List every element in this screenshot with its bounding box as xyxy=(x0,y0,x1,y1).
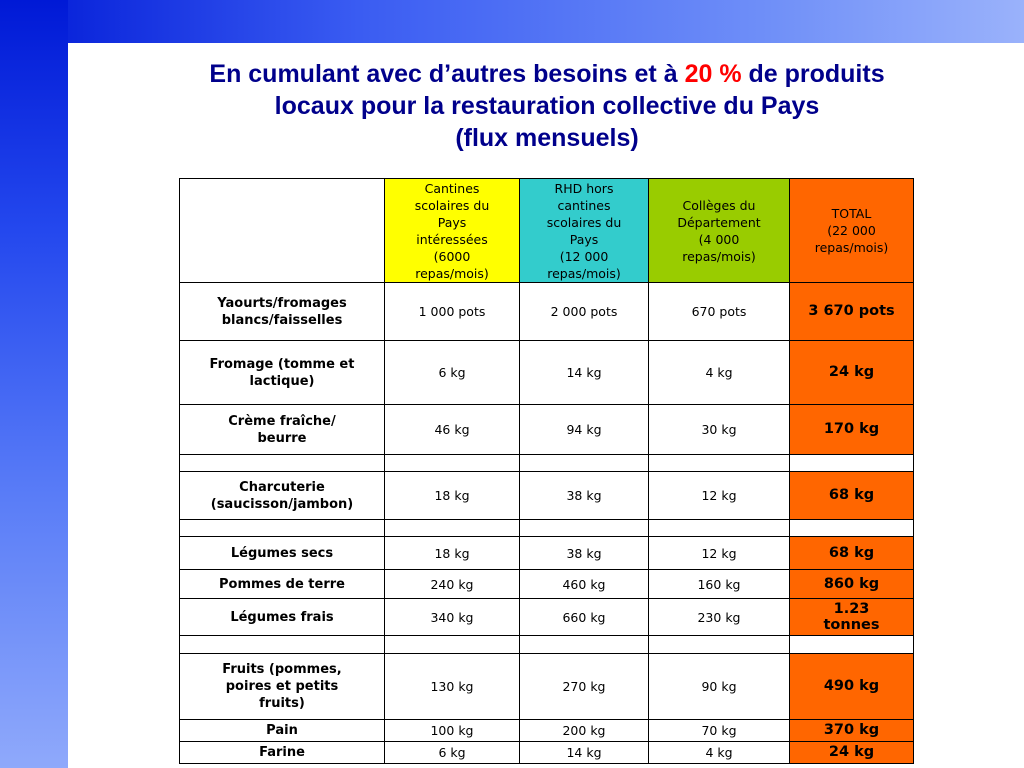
header-text-line: (22 000 xyxy=(827,223,876,238)
total-value: 68 kg xyxy=(828,487,875,503)
rhd-value: 2 000 pots xyxy=(520,283,649,341)
header-colleges xyxy=(649,179,790,283)
rhd-value: 94 kg xyxy=(520,405,649,455)
table-row xyxy=(180,570,914,599)
table-row xyxy=(180,720,914,742)
spacer-row xyxy=(180,455,914,472)
rhd-value: 14 kg xyxy=(520,742,649,764)
header-text-line: Département xyxy=(677,214,761,230)
spacer-cell xyxy=(385,520,520,537)
header-text-line: (6000 xyxy=(433,248,471,264)
rhd-value: 200 kg xyxy=(520,720,649,742)
total-value: 170 kg xyxy=(823,421,880,437)
rhd-value: 270 kg xyxy=(520,654,649,720)
total-value: 370 kg xyxy=(823,722,880,738)
header-text-line: Pays xyxy=(437,214,467,230)
table-row xyxy=(180,537,914,570)
total-value-cell xyxy=(790,599,914,636)
title-line-1-end: de produits xyxy=(741,60,885,88)
left-decorative-bar xyxy=(0,0,68,768)
title-highlight-percent: 20 % xyxy=(684,60,742,88)
header-text-line: (12 000 xyxy=(559,248,609,264)
quantities-table xyxy=(179,178,914,764)
total-value: 860 kg xyxy=(823,575,880,592)
total-value-cell xyxy=(790,472,914,520)
total-value: tonnes xyxy=(823,617,880,633)
table-header-row xyxy=(180,179,914,283)
colleges-value: 12 kg xyxy=(649,537,790,570)
spacer-cell xyxy=(385,636,520,654)
total-value-cell xyxy=(790,341,914,405)
header-text-line: RHD hors xyxy=(554,180,614,196)
product-label: Pommes de terre xyxy=(219,576,345,592)
top-decorative-bar xyxy=(0,0,1024,43)
table-row xyxy=(180,472,914,520)
colleges-value: 160 kg xyxy=(649,570,790,599)
product-label-cell xyxy=(180,742,385,764)
header-text-line: cantines xyxy=(557,197,611,213)
product-label-cell xyxy=(180,341,385,405)
product-label: beurre xyxy=(257,430,307,446)
title-line-1-start: En cumulant avec d’autres besoins et à xyxy=(209,60,685,88)
colleges-value: 30 kg xyxy=(649,405,790,455)
header-text-line: Cantines xyxy=(424,180,480,196)
header-text-line: Pays xyxy=(569,231,599,247)
total-value: 3 670 pots xyxy=(808,303,895,319)
rhd-value: 460 kg xyxy=(520,570,649,599)
header-text-line: repas/mois) xyxy=(814,240,889,255)
header-text-line: Collèges du xyxy=(682,197,756,213)
product-label-cell xyxy=(180,570,385,599)
product-label: Yaourts/fromages xyxy=(217,295,347,311)
spacer-cell xyxy=(180,520,385,537)
product-label: Fruits (pommes, xyxy=(222,662,342,677)
table-row xyxy=(180,742,914,764)
colleges-value: 12 kg xyxy=(649,472,790,520)
product-label-cell xyxy=(180,283,385,341)
spacer-cell xyxy=(180,455,385,472)
spacer-cell xyxy=(180,636,385,654)
title-line-2: locaux pour la restauration collective du Pays xyxy=(274,92,820,120)
product-label: lactique) xyxy=(249,373,315,389)
product-label-cell xyxy=(180,405,385,455)
product-label-cell xyxy=(180,472,385,520)
spacer-cell xyxy=(649,520,790,537)
header-text-line: intéressées xyxy=(416,231,488,247)
product-label: (saucisson/jambon) xyxy=(210,496,354,512)
header-text-line: TOTAL xyxy=(831,206,872,221)
product-label: poires et petits xyxy=(225,679,339,694)
header-empty-cell xyxy=(180,179,385,283)
header-total xyxy=(790,179,914,283)
spacer-cell xyxy=(649,636,790,654)
table-row xyxy=(180,654,914,720)
product-label: Farine xyxy=(259,745,305,760)
total-value-cell xyxy=(790,570,914,599)
total-value-cell xyxy=(790,537,914,570)
total-value-cell xyxy=(790,283,914,341)
cantines-value: 240 kg xyxy=(385,570,520,599)
total-value: 490 kg xyxy=(823,678,880,694)
total-value-cell xyxy=(790,654,914,720)
colleges-value: 90 kg xyxy=(649,654,790,720)
table-row xyxy=(180,341,914,405)
cantines-value: 6 kg xyxy=(385,341,520,405)
title-line-3: (flux mensuels) xyxy=(455,124,639,152)
cantines-value: 130 kg xyxy=(385,654,520,720)
spacer-cell xyxy=(649,455,790,472)
rhd-value: 38 kg xyxy=(520,537,649,570)
product-label-cell xyxy=(180,599,385,636)
spacer-cell xyxy=(790,455,914,472)
header-text-line: (4 000 xyxy=(698,231,740,247)
colleges-value: 4 kg xyxy=(649,742,790,764)
cantines-value: 18 kg xyxy=(385,537,520,570)
total-value: 24 kg xyxy=(828,364,875,380)
total-value: 68 kg xyxy=(828,544,875,561)
product-label: Légumes secs xyxy=(230,545,334,561)
colleges-value: 670 pots xyxy=(649,283,790,341)
total-value-cell xyxy=(790,742,914,764)
spacer-cell xyxy=(385,455,520,472)
product-label-cell xyxy=(180,654,385,720)
spacer-row xyxy=(180,520,914,537)
title-line-1 xyxy=(92,58,1002,90)
rhd-value: 14 kg xyxy=(520,341,649,405)
product-label: Crème fraîche/ xyxy=(228,413,336,429)
header-text-line: repas/mois) xyxy=(415,265,489,281)
spacer-cell xyxy=(520,520,649,537)
colleges-value: 4 kg xyxy=(649,341,790,405)
cantines-value: 1 000 pots xyxy=(385,283,520,341)
cantines-value: 6 kg xyxy=(385,742,520,764)
colleges-value: 230 kg xyxy=(649,599,790,636)
cantines-value: 18 kg xyxy=(385,472,520,520)
header-text-line: repas/mois) xyxy=(547,265,621,281)
spacer-cell xyxy=(520,455,649,472)
header-cantines xyxy=(385,179,520,283)
product-label: Charcuterie xyxy=(239,479,325,495)
table-row xyxy=(180,599,914,636)
total-value: 24 kg xyxy=(828,744,875,760)
total-value-cell xyxy=(790,720,914,742)
cantines-value: 340 kg xyxy=(385,599,520,636)
header-text-line: scolaires du xyxy=(546,214,622,230)
spacer-cell xyxy=(790,636,914,654)
product-label: Légumes frais xyxy=(230,609,334,625)
product-label: fruits) xyxy=(259,696,305,711)
slide-title xyxy=(92,58,1002,154)
colleges-value: 70 kg xyxy=(649,720,790,742)
product-label-cell xyxy=(180,720,385,742)
header-rhd xyxy=(520,179,649,283)
total-value: 1.23 xyxy=(833,601,870,617)
total-value-cell xyxy=(790,405,914,455)
product-label: Fromage (tomme et xyxy=(209,356,355,372)
product-label-cell xyxy=(180,537,385,570)
product-label: Pain xyxy=(266,723,298,738)
header-text-line: repas/mois) xyxy=(682,248,756,264)
spacer-cell xyxy=(520,636,649,654)
spacer-row xyxy=(180,636,914,654)
product-label: blancs/faisselles xyxy=(221,312,343,328)
rhd-value: 660 kg xyxy=(520,599,649,636)
spacer-cell xyxy=(790,520,914,537)
rhd-value: 38 kg xyxy=(520,472,649,520)
cantines-value: 46 kg xyxy=(385,405,520,455)
table-body xyxy=(180,283,914,764)
table-row xyxy=(180,283,914,341)
cantines-value: 100 kg xyxy=(385,720,520,742)
header-text-line: scolaires du xyxy=(414,197,490,213)
table-row xyxy=(180,405,914,455)
